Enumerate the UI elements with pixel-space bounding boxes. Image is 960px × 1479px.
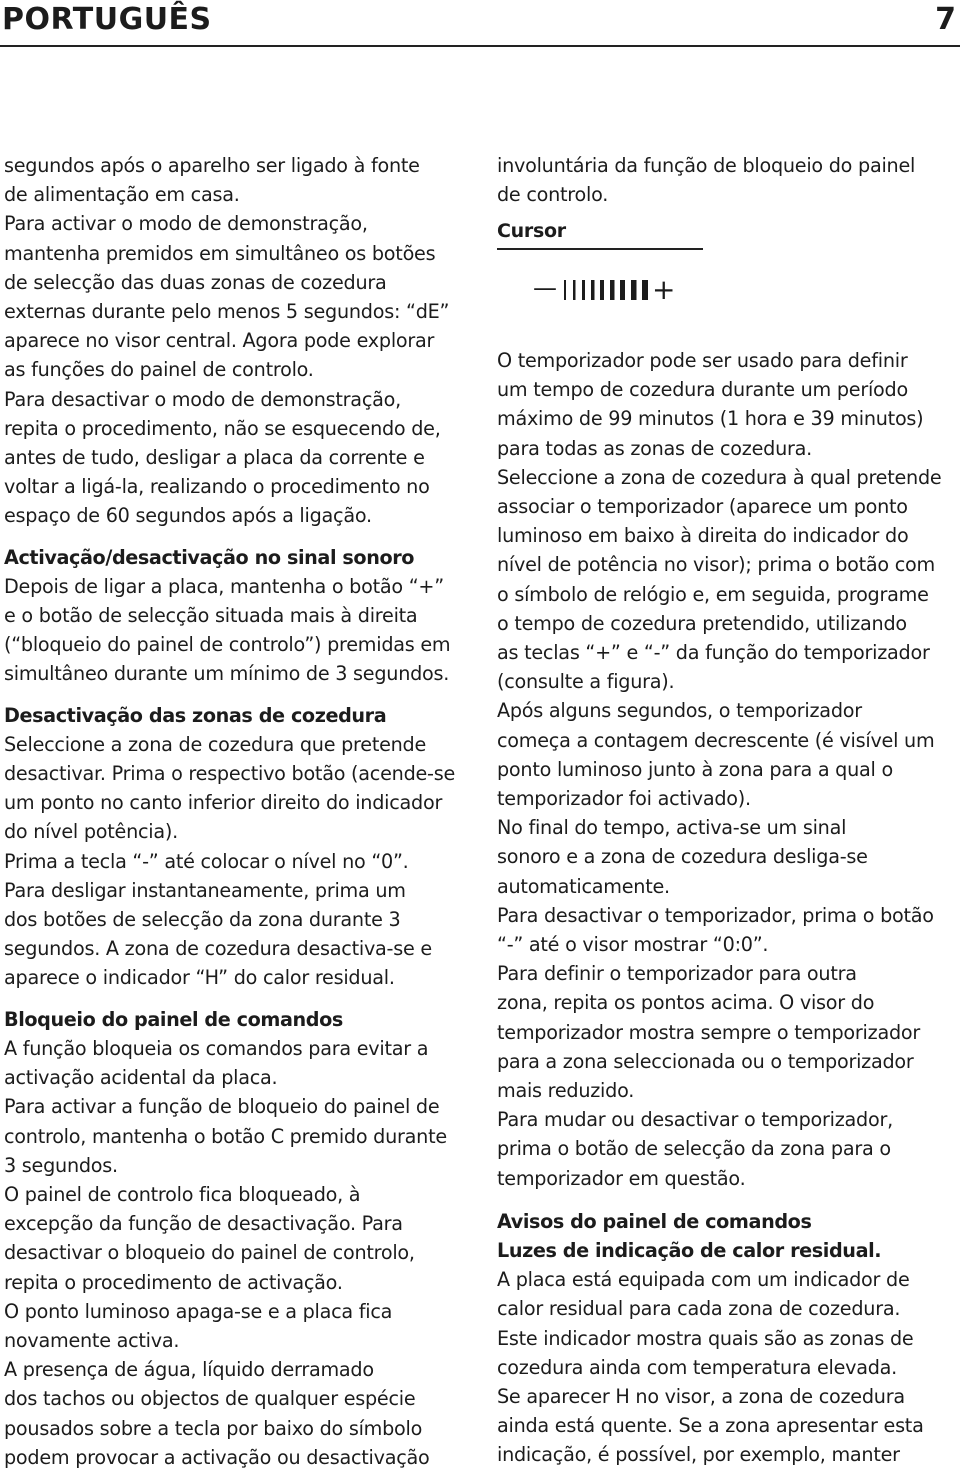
text-line: Seleccione a zona de cozedura que pretende [4, 732, 427, 756]
text-line: Após alguns segundos, o temporizador [497, 699, 862, 723]
text-line: para a zona seleccionada ou o temporizador [497, 1049, 914, 1073]
text-line: (consulte a figura). [497, 670, 675, 694]
text-line: (“bloqueio do painel de controlo”) premidas em [4, 633, 451, 657]
text-line: um ponto no canto inferior direito do indicador [4, 791, 443, 815]
text-line: controlo, mantenha o botão C premido durante [4, 1124, 447, 1148]
text-line: um tempo de cozedura durante um período [497, 378, 908, 402]
text-line: nível de potência no visor); prima o botão com [497, 553, 935, 577]
text-line: desactivar o bloqueio do painel de controlo, [4, 1241, 415, 1265]
text-line: Seleccione a zona de cozedura à qual pretende [497, 465, 942, 489]
text-line: O temporizador pode ser usado para definir [497, 348, 908, 372]
text-line: simultâneo durante um mínimo de 3 segundos. [4, 662, 450, 686]
text-line: No final do tempo, activa-se um sinal [497, 816, 847, 840]
text-line: Para activar a função de bloqueio do painel de [4, 1095, 440, 1119]
warnings-heading: Avisos do painel de comandos [497, 1209, 812, 1233]
text-line: aparece no visor central. Agora pode explorar [4, 329, 435, 353]
text-line: de controlo. [497, 183, 609, 207]
text-line: excepção da função de desactivação. Para [4, 1212, 403, 1236]
text-line: luminoso em baixo à direita do indicador do [497, 524, 909, 548]
text-line: para todas as zonas de cozedura. [497, 436, 812, 460]
text-line: O ponto luminoso apaga-se e a placa fica [4, 1299, 393, 1323]
text-line: automaticamente. [497, 874, 670, 898]
text-line: do nível potência). [4, 820, 178, 844]
text-line: Para desactivar o modo de demonstração, [4, 387, 401, 411]
text-line: 3 segundos. [4, 1153, 118, 1177]
text-line: zona, repita os pontos acima. O visor do [497, 991, 875, 1015]
timer-paragraph [497, 346, 957, 1193]
residual-heat-heading: Luzes de indicação de calor residual. [497, 1239, 882, 1262]
language-title: PORTUGUÊS [2, 2, 212, 37]
text-line: involuntária da função de bloqueio do painel [497, 154, 916, 177]
text-line: Para mudar ou desactivar o temporizador, [497, 1108, 893, 1132]
text-line: pousados sobre a tecla por baixo do símbolo [4, 1416, 423, 1440]
text-line: podem provocar a activação ou desactivação [4, 1445, 430, 1469]
body-paragraph [4, 1034, 474, 1472]
text-line: máximo de 99 minutos (1 hora e 39 minutos) [497, 407, 924, 431]
text-line: mantenha premidos em simultâneo os botões [4, 241, 436, 265]
text-line: Prima a tecla “-” até colocar o nível no “0”. [4, 849, 409, 873]
left-column [4, 151, 474, 1472]
text-line: dos tachos ou objectos de qualquer espécie [4, 1387, 416, 1411]
text-line: espaço de 60 segundos após a ligação. [4, 504, 372, 528]
text-line: externas durante pelo menos 5 segundos: “dE” [4, 300, 450, 324]
text-line: e o botão de selecção situada mais à direita [4, 604, 418, 628]
text-line: Para desligar instantaneamente, prima um [4, 878, 406, 902]
text-line: sonoro e a zona de cozedura desliga-se [497, 845, 868, 869]
text-line: mais reduzido. [497, 1078, 635, 1102]
cursor-heading-underline [497, 248, 703, 250]
text-line: prima o botão de selecção da zona para o [497, 1137, 891, 1161]
text-line: A placa está equipada com um indicador de [497, 1268, 910, 1292]
body-paragraph [4, 151, 474, 531]
text-line: aparece o indicador “H” do calor residual. [4, 966, 395, 990]
text-line: novamente activa. [4, 1328, 180, 1352]
cursor-slider-icon [533, 276, 683, 302]
text-line: Depois de ligar a placa, mantenha o botão “+” [4, 574, 444, 598]
text-line: Para activar o modo de demonstração, [4, 212, 368, 236]
text-line: o símbolo de relógio e, em seguida, programe [497, 582, 929, 606]
text-line: A presença de água, líquido derramado [4, 1358, 374, 1382]
text-line: as teclas “+” e “-” da função do temporizador [497, 640, 930, 664]
right-column [497, 151, 957, 1470]
section-heading: Bloqueio do painel de comandos [4, 1007, 343, 1031]
body-paragraph [4, 730, 474, 993]
text-line: começa a contagem decrescente (é visível um [497, 728, 935, 752]
page-number: 7 [935, 2, 956, 37]
text-line: temporizador mostra sempre o temporizador [497, 1020, 921, 1044]
text-line: activação acidental da placa. [4, 1066, 278, 1090]
text-line: cozedura ainda com temperatura elevada. [497, 1355, 898, 1379]
text-line: segundos após o aparelho ser ligado à fonte [4, 154, 420, 177]
text-line: ainda está quente. Se a zona apresentar esta [497, 1414, 924, 1438]
text-line: Este indicador mostra quais são as zonas de [497, 1326, 914, 1350]
cursor-slider-figure [533, 276, 957, 302]
body-paragraph [4, 572, 474, 689]
text-line: as funções do painel de controlo. [4, 358, 314, 382]
section-heading: Activação/desactivação no sinal sonoro [4, 545, 415, 569]
text-line: repita o procedimento, não se esquecendo de, [4, 416, 441, 440]
residual-heat-paragraph [497, 1265, 957, 1469]
text-line: temporizador em questão. [497, 1166, 746, 1190]
text-line: de selecção das duas zonas de cozedura [4, 270, 387, 294]
text-line: de alimentação em casa. [4, 183, 240, 207]
text-line: indicação, é possível, por exemplo, manter [497, 1443, 900, 1467]
text-line: O painel de controlo fica bloqueado, à [4, 1182, 361, 1206]
cursor-plus-symbol: + [652, 275, 676, 302]
text-line: temporizador foi activado). [497, 786, 751, 810]
text-line: Se aparecer H no visor, a zona de cozedura [497, 1385, 905, 1409]
text-line: ponto luminoso junto à zona para a qual o [497, 757, 893, 781]
section-heading: Desactivação das zonas de cozedura [4, 703, 387, 727]
page-header [0, 0, 960, 44]
text-line: A função bloqueia os comandos para evitar a [4, 1036, 429, 1060]
cursor-heading: Cursor [497, 220, 566, 243]
timer-intro-paragraph [497, 151, 957, 209]
text-line: associar o temporizador (aparece um ponto [497, 494, 908, 518]
text-line: o tempo de cozedura pretendido, utilizando [497, 611, 907, 635]
text-line: desactivar. Prima o respectivo botão (acende-se [4, 762, 456, 786]
text-line: calor residual para cada zona de cozedura. [497, 1297, 901, 1321]
text-line: antes de tudo, desligar a placa da corrente e [4, 446, 425, 470]
text-line: segundos. A zona de cozedura desactiva-se e [4, 937, 432, 961]
text-line: voltar a ligá-la, realizando o procedimento no [4, 475, 430, 499]
text-line: “-” até o visor mostrar “0:0”. [497, 932, 769, 956]
text-line: Para definir o temporizador para outra [497, 962, 857, 986]
cursor-minus-symbol: — [533, 275, 557, 302]
header-divider [0, 45, 960, 47]
text-line: repita o procedimento de activação. [4, 1270, 343, 1294]
text-line: dos botões de selecção da zona durante 3 [4, 908, 401, 932]
text-line: Para desactivar o temporizador, prima o botão [497, 903, 934, 927]
